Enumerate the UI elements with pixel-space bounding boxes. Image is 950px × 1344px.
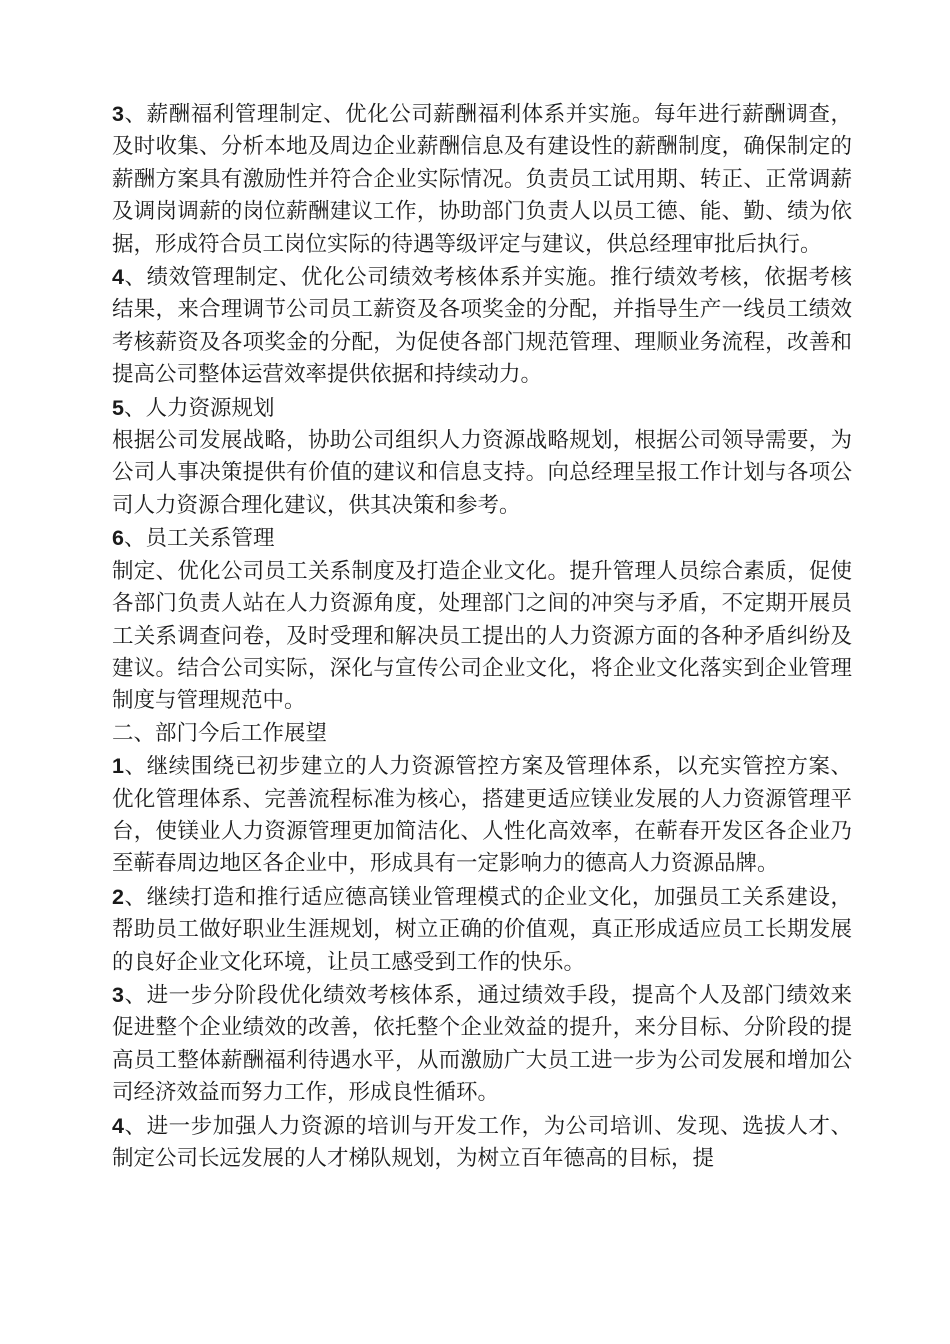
- heading-text: 二、部门今后工作展望: [112, 720, 328, 746]
- heading-employee-relations: [112, 522, 852, 555]
- item-number: 6: [112, 526, 124, 551]
- item-number: 3: [112, 982, 124, 1007]
- item-number: 5: [112, 395, 124, 420]
- paragraph-outlook-2: [112, 881, 852, 979]
- section-heading-outlook: [112, 718, 852, 750]
- paragraph-text: 、薪酬福利管理制定、优化公司薪酬福利体系并实施。每年进行薪酬调查，及时收集、分析本地及周边企业薪酬信息及有建设性的薪酬制度，确保制定的薪酬方案具有激励性并符合企业实际情况。负责员工试用期、转正、正常调薪及调岗调薪的岗位薪酬建议工作，协助部门负责人以员工德、能、勤、绩为依据，形成符合员工岗位实际的待遇等级评定与建议，供总经理审批后执行。: [112, 102, 852, 257]
- item-number: 3: [112, 102, 124, 126]
- document-body: [112, 98, 852, 1175]
- item-number: 2: [112, 884, 124, 909]
- paragraph-employee-relations: [112, 556, 852, 718]
- paragraph-outlook-3: [112, 979, 852, 1110]
- item-number: 4: [112, 265, 124, 290]
- paragraph-text: 、继续围绕已初步建立的人力资源管控方案及管理体系，以充实管控方案、优化管理体系、完善流程标准为核心，搭建更适应镁业发展的人力资源管理平台，使镁业人力资源管理更加简洁化、人性化高效率，在蕲春开发区各企业乃至蕲春周边地区各企业中，形成具有一定影响力的德高人力资源品牌。: [112, 754, 852, 877]
- heading-text: 、员工关系管理: [123, 526, 275, 552]
- paragraph-text: 、进一步分阶段优化绩效考核体系，通过绩效手段，提高个人及部门绩效来促进整个企业绩效的改善，依托整个企业效益的提升，来分目标、分阶段的提高员工整体薪酬福利待遇水平，从而激励广大员工进一步为公司发展和增加公司经济效益而努力工作，形成良性循环。: [112, 982, 852, 1106]
- item-number: 1: [112, 754, 124, 779]
- heading-text: 、人力资源规划: [123, 395, 275, 421]
- paragraph-text: 、绩效管理制定、优化公司绩效考核体系并实施。推行绩效考核，依据考核结果，来合理调节公司员工薪资及各项奖金的分配，并指导生产一线员工绩效考核薪资及各项奖金的分配，为促使各部门规范管理、理顺业务流程，改善和提高公司整体运营效率提供依据和持续动力。: [112, 265, 852, 388]
- paragraph-text: 根据公司发展战略，协助公司组织人力资源战略规划，根据公司领导需要，为公司人事决策提供有价值的建议和信息支持。向总经理呈报工作计划与各项公司人力资源合理化建议，供其决策和参考。: [112, 428, 852, 518]
- item-number: 4: [112, 1113, 124, 1138]
- paragraph-performance: [112, 261, 852, 392]
- paragraph-outlook-1: [112, 750, 852, 881]
- paragraph-hr-planning: [112, 425, 852, 522]
- paragraph-outlook-4: [112, 1110, 852, 1176]
- paragraph-text: 制定、优化公司员工关系制度及打造企业文化。提升管理人员综合素质，促使各部门负责人站在人力资源角度，处理部门之间的冲突与矛盾，不定期开展员工关系调查问卷，及时受理和解决员工提出的人力资源方面的各种矛盾纠纷及建议。结合公司实际，深化与宣传公司企业文化，将企业文化落实到企业管理制度与管理规范中。: [112, 558, 852, 714]
- paragraph-text: 、进一步加强人力资源的培训与开发工作，为公司培训、发现、选拔人才、制定公司长远发展的人才梯队规划，为树立百年德高的目标，提: [112, 1113, 852, 1171]
- paragraph-salary-benefits: [112, 98, 852, 261]
- paragraph-text: 、继续打造和推行适应德高镁业管理模式的企业文化，加强员工关系建设，帮助员工做好职业生涯规划，树立正确的价值观，真正形成适应员工长期发展的良好企业文化环境，让员工感受到工作的快乐。: [112, 884, 852, 975]
- heading-hr-planning: [112, 392, 852, 425]
